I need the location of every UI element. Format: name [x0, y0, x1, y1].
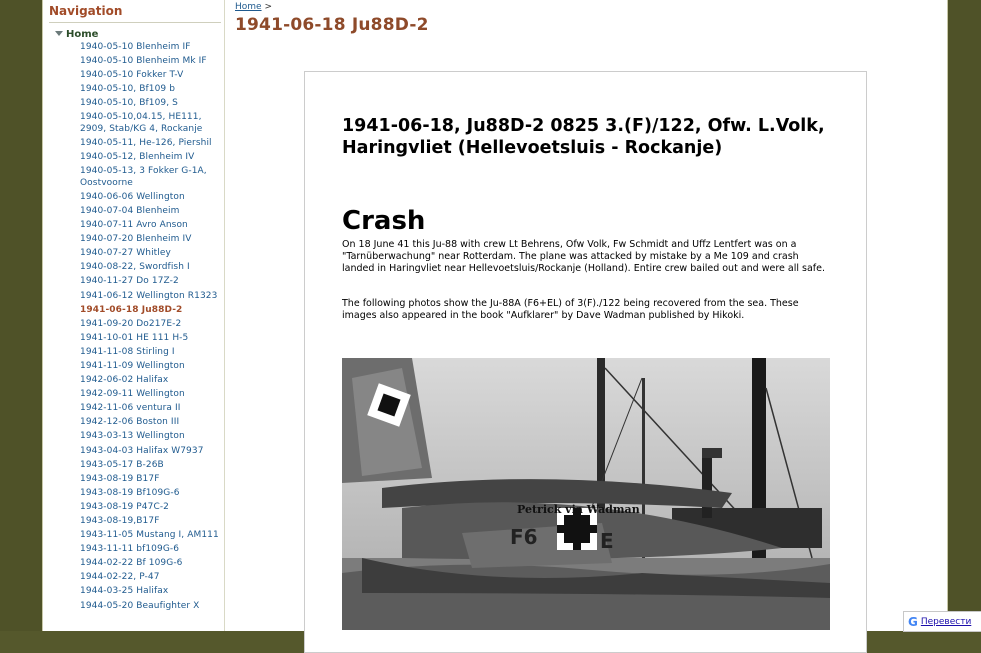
sidebar-item[interactable]: 1943-11-11 bf109G-6 [80, 544, 180, 555]
google-g-icon: G [908, 614, 918, 629]
photo-watermark: Petrick via Wadman [517, 503, 640, 516]
sidebar-item[interactable]: 1942-11-06 ventura II [80, 403, 181, 414]
crash-heading: Crash [342, 206, 426, 236]
article-heading: 1941-06-18, Ju88D-2 0825 3.(F)/122, Ofw. L.Volk, Haringvliet (Hellevoetsluis - Rockanje) [342, 116, 825, 158]
nav-home-label[interactable]: Home [66, 29, 99, 40]
sidebar-item[interactable]: 1944-02-22, P-47 [80, 572, 160, 583]
page-title: 1941-06-18 Ju88D-2 [235, 15, 429, 35]
sidebar-item[interactable]: 1940-07-20 Blenheim IV [80, 234, 192, 245]
sidebar-item[interactable]: 1944-05-20 Beaufighter X [80, 600, 200, 611]
nav-list [43, 42, 224, 612]
sidebar-item[interactable]: 1942-12-06 Boston III [80, 417, 180, 428]
sidebar-item[interactable]: 1940-06-06 Wellington [80, 191, 185, 202]
sidebar-item[interactable]: 1940-08-22, Swordfish I [80, 262, 190, 273]
main-content [235, 0, 935, 35]
nav-home-link[interactable] [55, 29, 224, 40]
sidebar-item[interactable]: 1943-08-19 B17F [80, 473, 160, 484]
sidebar-item[interactable]: 1940-05-10 Fokker T-V [80, 70, 184, 81]
sidebar-item[interactable]: 1943-03-13 Wellington [80, 431, 185, 442]
translate-link[interactable]: Перевести [920, 616, 972, 627]
nav-header: Navigation [49, 4, 221, 23]
sidebar-item[interactable]: 1943-05-17 B-26B [80, 459, 164, 470]
sidebar-item[interactable]: 1940-05-11, He-126, Piershil [80, 138, 212, 149]
sidebar-item[interactable]: 1943-11-05 Mustang I, AM111 [80, 530, 219, 541]
sidebar-item[interactable]: 1943-04-03 Halifax W7937 [80, 445, 204, 456]
sidebar-item[interactable]: 1940-05-10, Bf109, S [80, 98, 178, 109]
sidebar-item[interactable]: 1941-06-18 Ju88D-2 [80, 304, 183, 315]
expand-triangle-icon[interactable] [55, 31, 63, 36]
sidebar-item[interactable]: 1941-11-09 Wellington [80, 360, 185, 371]
sidebar-item[interactable]: 1940-07-11 Avro Anson [80, 220, 188, 231]
sidebar-item[interactable]: 1940-05-10,04.15, HE111, 2909, Stab/KG 4, Rockanje [80, 112, 203, 134]
sidebar-item[interactable]: 1943-08-19 Bf109G-6 [80, 487, 180, 498]
sidebar-item[interactable]: 1941-09-20 Do217E-2 [80, 318, 182, 329]
background-right [946, 0, 981, 631]
background-left [0, 0, 42, 631]
breadcrumb-home-link[interactable]: Home [235, 2, 262, 12]
sidebar-item[interactable]: 1940-05-10, Bf109 b [80, 84, 176, 95]
sidebar-item[interactable]: 1940-05-10 Blenheim Mk IF [80, 56, 207, 67]
sidebar [43, 0, 225, 631]
page [42, 0, 948, 631]
svg-text:E: E [600, 529, 614, 553]
translate-widget[interactable] [903, 611, 981, 632]
sidebar-item[interactable]: 1941-06-12 Wellington R1323 [80, 290, 218, 301]
sidebar-item[interactable]: 1944-02-22 Bf 109G-6 [80, 558, 183, 569]
sidebar-item[interactable]: 1940-11-27 Do 17Z-2 [80, 276, 179, 287]
article-box [304, 71, 867, 653]
article-paragraph-2: The following photos show the Ju-88A (F6+EL) of 3(F)./122 being recovered from the sea. These images also appeared in the book "Aufklarer" by Dave Wadman published by Hikoki. [342, 298, 799, 321]
sidebar-item[interactable]: 1942-09-11 Wellington [80, 389, 185, 400]
sidebar-item[interactable]: 1941-10-01 HE 111 H-5 [80, 332, 189, 343]
aircraft-photo-image [342, 358, 830, 630]
sidebar-item[interactable]: 1940-05-13, 3 Fokker G-1A, Oostvoorne [80, 166, 207, 188]
sidebar-item[interactable]: 1943-08-19 P47C-2 [80, 501, 170, 512]
sidebar-item[interactable]: 1940-07-04 Blenheim [80, 205, 180, 216]
sidebar-item[interactable]: 1940-05-10 Blenheim IF [80, 42, 191, 52]
sidebar-item[interactable]: 1940-07-27 Whitley [80, 248, 171, 259]
sidebar-item[interactable]: 1944-03-25 Halifax [80, 586, 169, 597]
sidebar-item[interactable]: 1940-05-12, Blenheim IV [80, 152, 195, 163]
sidebar-item[interactable]: 1941-11-08 Stirling I [80, 346, 175, 357]
sidebar-item[interactable]: 1942-06-02 Halifax [80, 375, 169, 386]
article-paragraph-1: On 18 June 41 this Ju-88 with crew Lt Behrens, Ofw Volk, Fw Schmidt and Uffz Lentfert was on a "Tarnüberwachung" near Rotterdam. The plane was attacked by mistake by a Me 109 and crash landed in Haringvliet near Hellevoetsluis/Rockanje (Holland). Entire crew bailed out and were all safe. [342, 239, 825, 274]
sidebar-item[interactable]: 1943-08-19,B17F [80, 516, 160, 526]
aircraft-photo [342, 358, 830, 630]
breadcrumb [235, 2, 935, 12]
svg-text:F6: F6 [510, 525, 538, 549]
breadcrumb-separator: > [264, 2, 272, 12]
